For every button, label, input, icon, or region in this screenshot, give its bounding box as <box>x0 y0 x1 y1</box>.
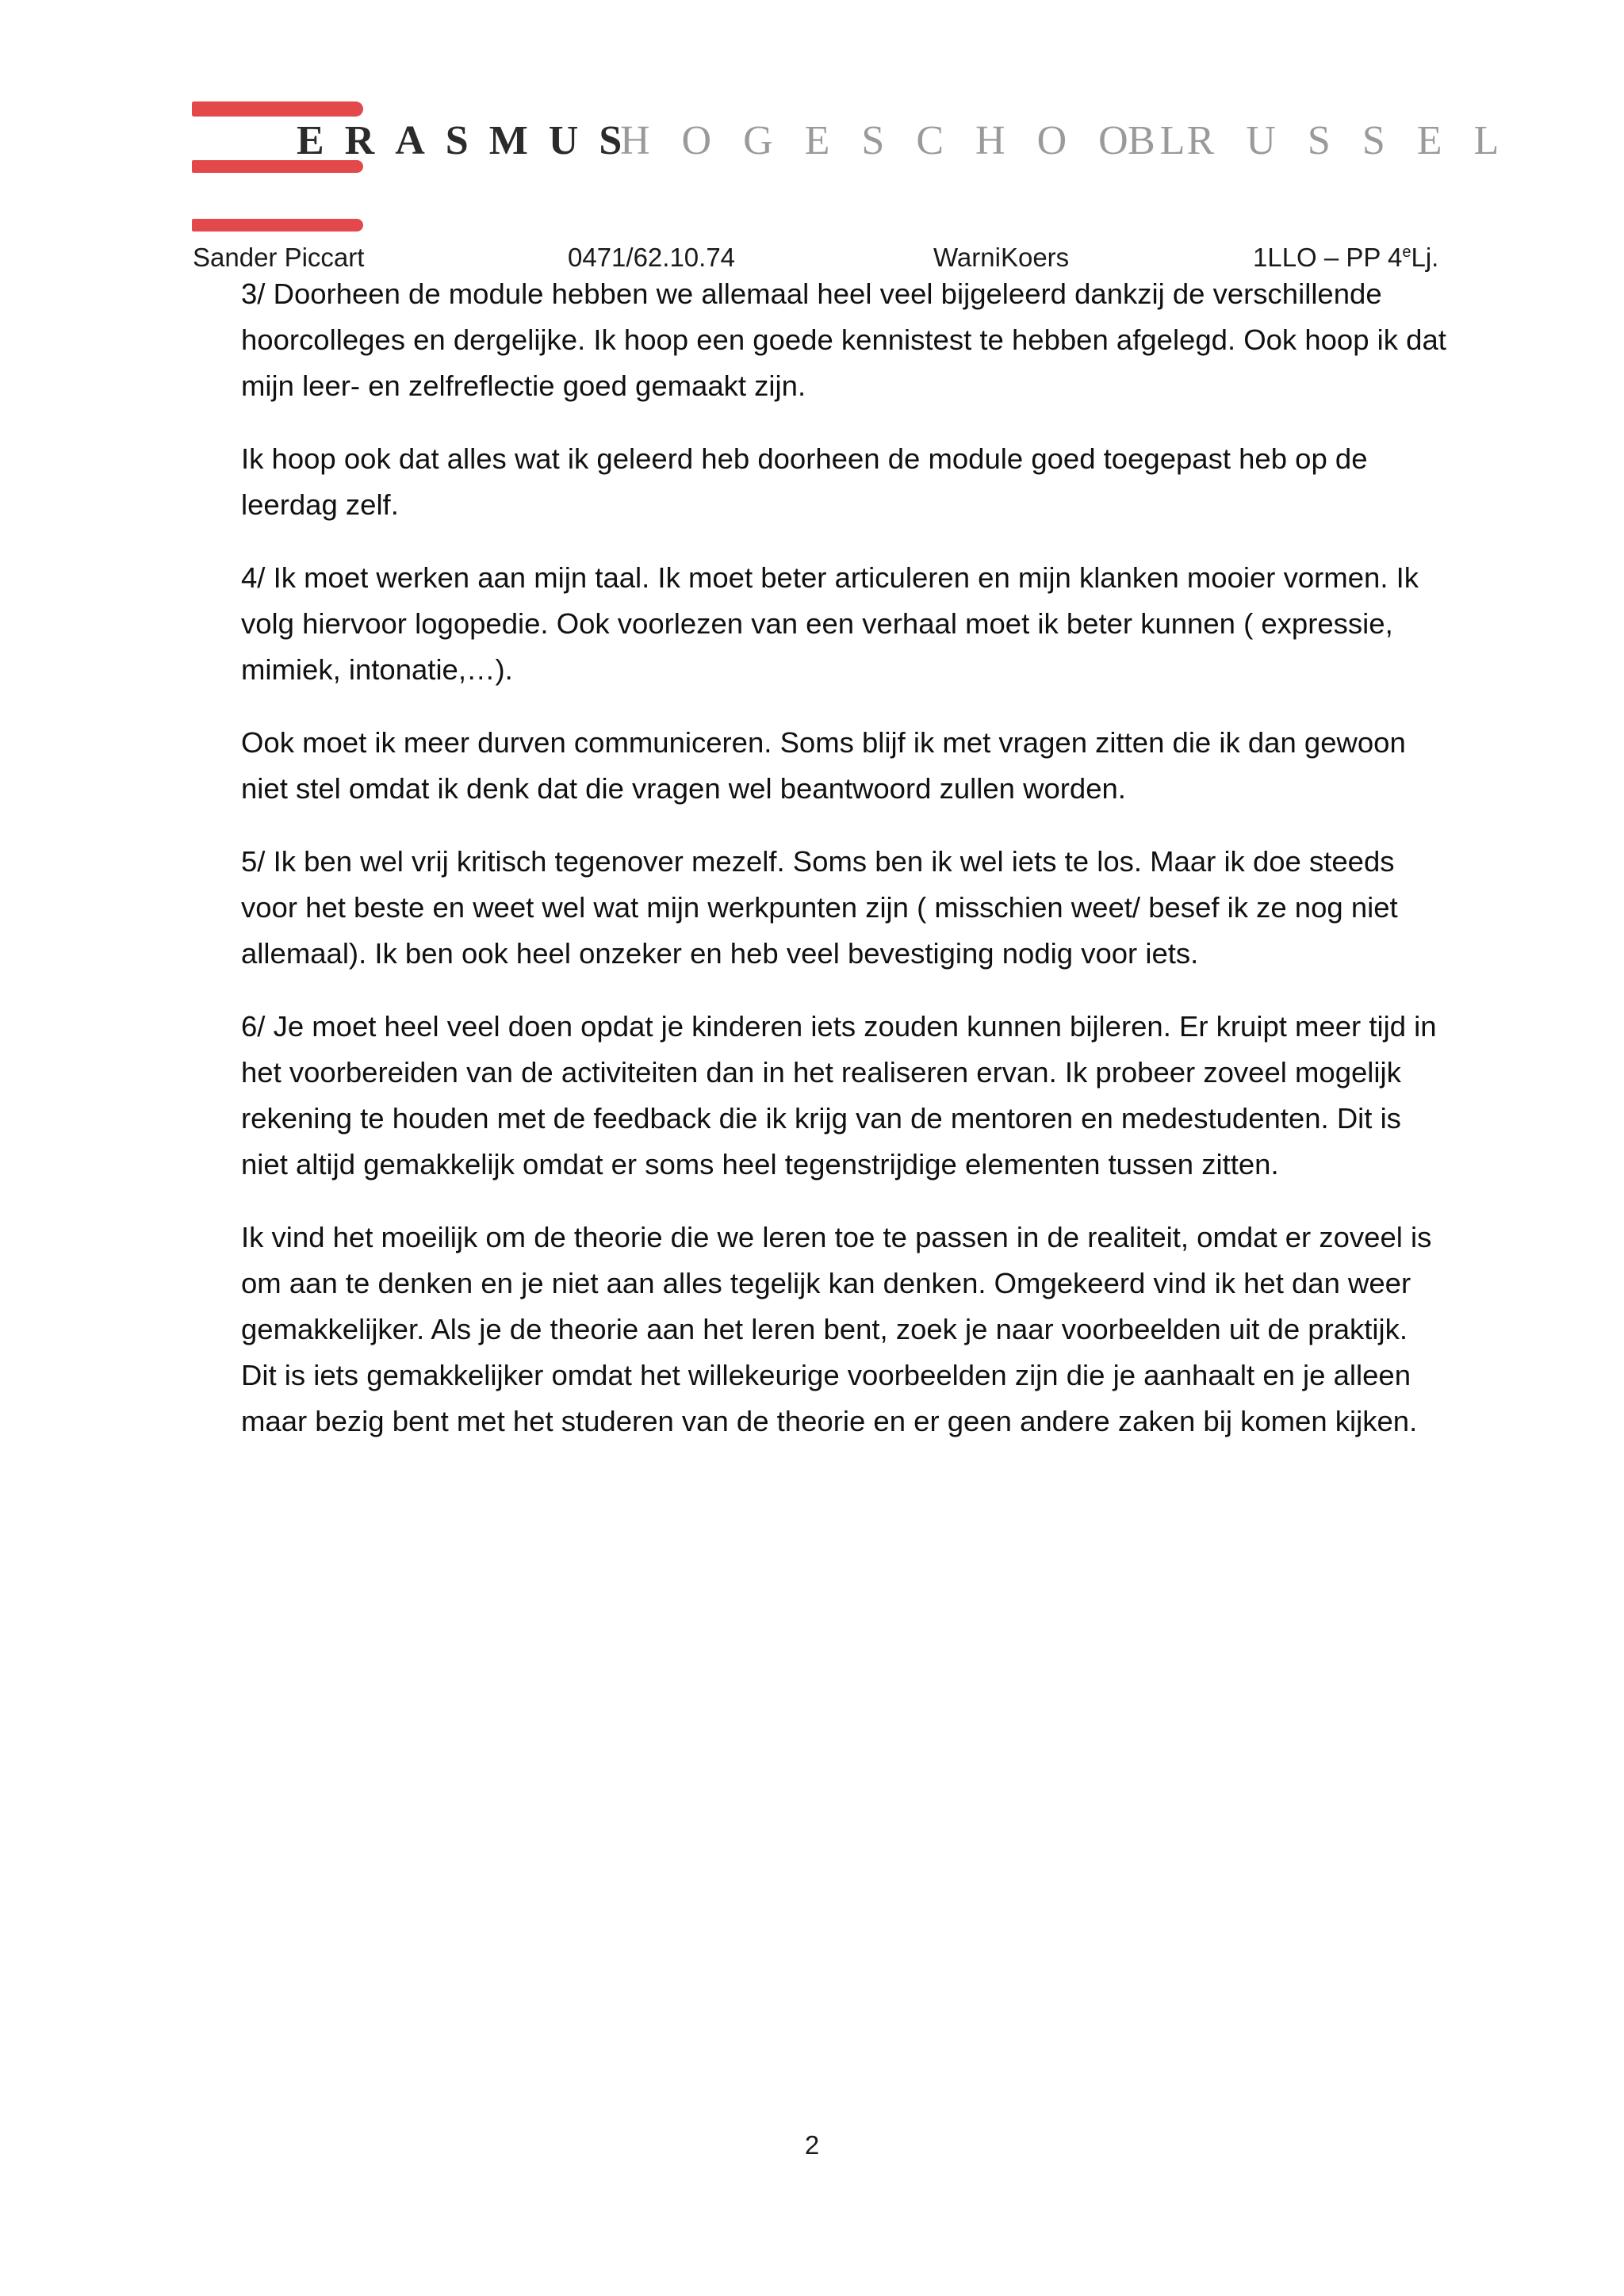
header-school: WarniKoers <box>933 243 1070 272</box>
logo-word-hogeschool: HOGESCHOOL <box>620 118 1217 163</box>
header-class-sup: e <box>1402 243 1411 261</box>
paragraph: 6/ Je moet heel veel doen opdat je kinderen iets zouden kunnen bijleren. Er kruipt meer tijd in het voorbereiden van de activiteiten dan in het realiseren ervan. Ik probeer zoveel mogelijk rekening te houden met de feedback die ik krijg van de mentoren en medestudenten. Dit is niet altijd gemakkelijk omdat er soms heel tegenstrijdige elementen tussen zitten. <box>241 1010 1437 1181</box>
header-student-name: Sander Piccart <box>193 243 365 272</box>
header-class-suffix: Lj. <box>1411 243 1439 272</box>
paragraph: 5/ Ik ben wel vrij kritisch tegenover mezelf. Soms ben ik wel iets te los. Maar ik doe steeds voor het beste en weet wel wat mijn werkpunten zijn ( misschien weet/ besef ik ze nog niet allemaal). Ik ben ook heel onzeker en heb veel bevestiging nodig voor iets. <box>241 845 1398 970</box>
paragraph: Ook moet ik meer durven communiceren. Soms blijf ik met vragen zitten die ik dan gewoon niet stel omdat ik denk dat die vragen wel beantwoord zullen worden. <box>241 726 1406 805</box>
header-class-prefix: 1LLO – PP 4 <box>1253 243 1403 272</box>
paragraph: Ik vind het moeilijk om de theorie die we leren toe te passen in de realiteit, omdat er zoveel is om aan te denken en je niet aan alles tegelijk kan denken. Omgekeerd vind ik het dan weer gemakkelijker. Als je de theorie aan het leren bent, zoek je naar voorbeelden uit de praktijk. Dit is iets gemakkelijker omdat het willekeurige voorbeelden zijn die je aanhaalt en je alleen maar bezig bent met het studeren van de theorie en er geen andere zaken bij komen kijken. <box>241 1221 1432 1437</box>
page-number: 2 <box>804 2130 820 2160</box>
paragraph: 4/ Ik moet werken aan mijn taal. Ik moet beter articuleren en mijn klanken mooier vormen. Ik volg hiervoor logopedie. Ook voorlezen van een verhaal moet ik beter kunnen ( expressie, mimiek, intonatie,…). <box>241 561 1419 686</box>
logo-word-erasmus: ERASMUS <box>297 118 643 163</box>
logo-stripe <box>192 101 363 117</box>
document-body <box>241 271 1446 1471</box>
logo-word-brussel: BRUSSEL <box>1128 118 1531 163</box>
paragraph: Ik hoop ook dat alles wat ik geleerd heb doorheen de module goed toegepast heb op de leerdag zelf. <box>241 442 1368 521</box>
header-phone: 0471/62.10.74 <box>568 243 736 272</box>
logo-stripe <box>192 219 363 232</box>
paragraph: 3/ Doorheen de module hebben we allemaal heel veel bijgeleerd dankzij de verschillende hoorcolleges en dergelijke. Ik hoop een goede kennistest te hebben afgelegd. Ook hoop ik dat mijn leer- en zelfreflectie goed gemaakt zijn. <box>241 277 1446 402</box>
erasmus-logo <box>192 101 1531 236</box>
